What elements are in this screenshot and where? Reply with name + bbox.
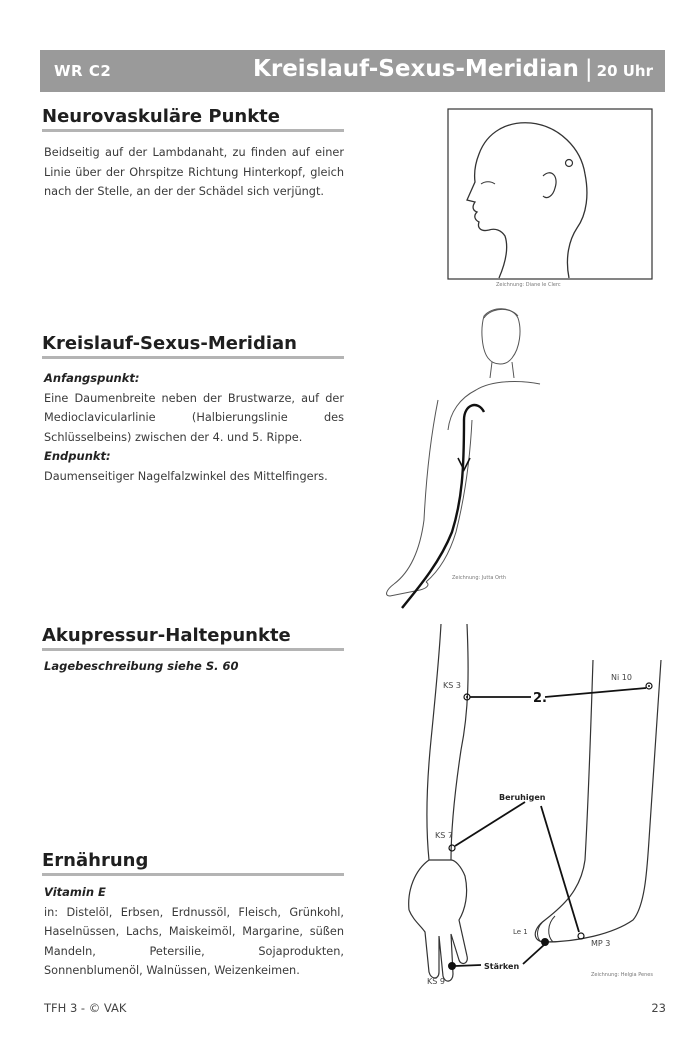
vitamin-sources: in: Distelöl, Erbsen, Erdnussöl, Fleisch, Grünkohl, Haselnüssen, Lachs, Maiskeimöl, Margarine, süßen Mandeln, Petersilie, Sojaprodukten, Sonnenblumenöl, Walnüssen, Weizenkeimen. (44, 905, 344, 977)
eye-line (481, 182, 495, 184)
toes-outline (538, 916, 555, 942)
head-figure (447, 108, 653, 280)
limbs-figure-caption: Zeichnung: Helgia Penes (591, 972, 653, 978)
connector-staerken-le1 (523, 944, 545, 964)
meridian-text-block (44, 369, 344, 486)
title-time: 20 Uhr (596, 62, 653, 80)
start-point-text: Eine Daumenbreite neben der Brustwarze, auf der Medioclavicularlinie (Halbierungslinie des Schlüsselbeins) zwischen der 4. und 5. Rippe. (44, 391, 344, 444)
page-header (40, 50, 665, 92)
figure-arm-outer (394, 400, 438, 584)
hand-outline (409, 860, 467, 981)
figure-hair (484, 309, 518, 318)
title-text: Kreislauf-Sexus-Meridian (253, 56, 579, 82)
arm-figure-caption: Zeichnung: Jutta Orth (452, 575, 507, 581)
label-step2: 2. (533, 691, 547, 706)
footer-copyright: TFH 3 - © VAK (44, 1001, 127, 1015)
page-title (253, 56, 653, 82)
figure-neck (490, 362, 514, 378)
label-le1: Le 1 (513, 928, 528, 936)
label-ks3: KS 3 (443, 681, 461, 690)
akupressur-note: Lagebeschreibung siehe S. 60 (44, 659, 239, 673)
neurovascular-text: Beidseitig auf der Lambdanaht, zu finden auf einer Linie über der Ohrspitze Richtung Hinterkopf, gleich nach der Stelle, an der der Schädel sich verjüngt. (44, 146, 344, 198)
connector-beruhigen-ks7 (455, 802, 525, 846)
figure-arm-inner (426, 420, 472, 582)
connector-beruhigen-mp3 (541, 806, 579, 932)
ear-outline (543, 173, 556, 198)
neurovascular-point-icon (566, 160, 573, 167)
ks9-point-icon (449, 963, 456, 970)
arm-left-outline (409, 624, 468, 910)
label-mp3: MP 3 (591, 939, 611, 948)
heading-akupressur: Akupressur-Haltepunkte (42, 625, 344, 651)
arm-meridian-figure (380, 300, 560, 620)
page-number: 23 (651, 1001, 666, 1015)
label-ks7: KS 7 (435, 831, 453, 840)
label-ni10: Ni 10 (611, 673, 632, 682)
heading-meridian: Kreislauf-Sexus-Meridian (42, 333, 344, 359)
chapter-code: WR C2 (54, 62, 112, 80)
head-figure-caption: Zeichnung: Diane le Clerc (496, 282, 561, 288)
heading-neurovascular: Neurovaskuläre Punkte (42, 106, 344, 132)
head-outline (467, 123, 587, 278)
ks7-point-icon (449, 845, 455, 851)
mp3-point-icon (578, 933, 584, 939)
leg-outline (535, 660, 661, 942)
ernaehrung-text-block (44, 883, 344, 981)
head-figure-frame (448, 109, 652, 279)
end-point-label: Endpunkt: (44, 449, 111, 463)
figure-shoulder (448, 382, 540, 430)
vitamin-label: Vitamin E (44, 885, 106, 899)
limbs-figure (395, 620, 678, 990)
start-point-label: Anfangspunkt: (44, 371, 140, 385)
label-ks9: KS 9 (427, 977, 445, 986)
heading-ernaehrung: Ernährung (42, 850, 344, 876)
figure-head (482, 309, 520, 364)
title-separator: | (584, 56, 593, 82)
end-point-text: Daumenseitiger Nagelfalzwinkel des Mittelfingers. (44, 469, 328, 483)
label-staerken: Stärken (484, 962, 520, 971)
label-beruhigen: Beruhigen (499, 793, 546, 802)
connector-staerken-ks9 (455, 965, 481, 966)
